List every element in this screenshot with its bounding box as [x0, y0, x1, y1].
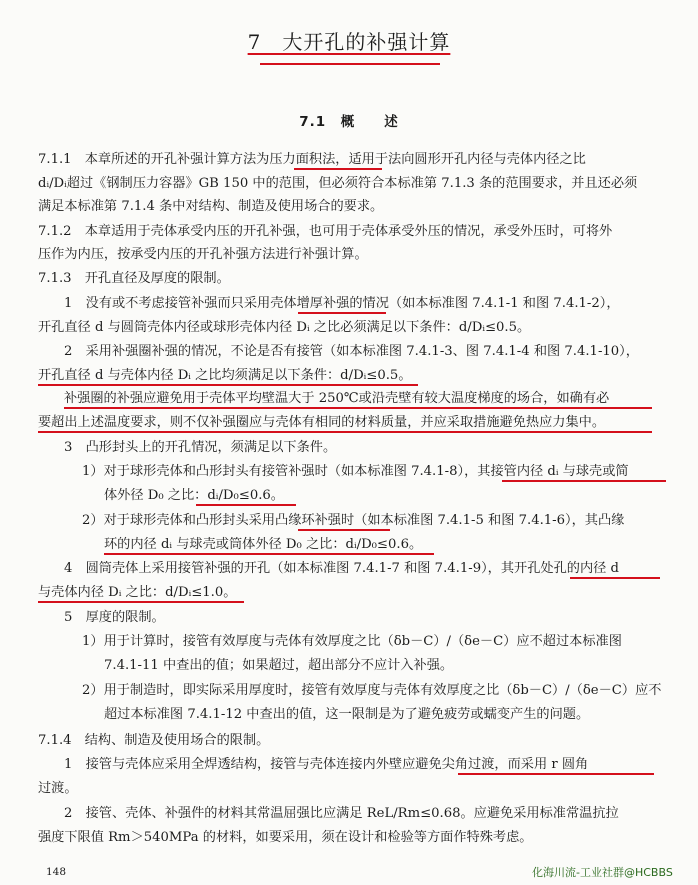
item-3-1-line-2: 体外径 D₀ 之比：dᵢ/D₀≤0.6。: [104, 488, 284, 503]
page-number: 148: [46, 866, 67, 878]
para-711-line-2: dᵢ/Dᵢ超过《钢制压力容器》GB 150 中的范围，但必须符合本标准第 7.1.3 条的范围要求，并且还必须: [38, 176, 638, 191]
item-4-line-2: 与壳体内径 Dᵢ 之比：d/Dᵢ≤1.0。: [38, 585, 237, 600]
item-3-2-line-2: 环的内径 dᵢ 与球壳或筒体外径 D₀ 之比：dᵢ/D₀≤0.6。: [104, 537, 423, 552]
page-title: 7 大开孔的补强计算: [247, 30, 451, 54]
item-714-1-line-1: 1 接管与壳体应采用全焊透结构，接管与壳体连接内外壁应避免尖角过渡，而采用 r 圆角: [64, 757, 589, 772]
para-714-heading: 7.1.4 结构、制造及使用场合的限制。: [38, 733, 270, 748]
item-3-heading: 3 凸形封头上的开孔情况，须满足以下条件。: [64, 440, 337, 455]
item-2-line-1: 2 采用补强圈补强的情况，不论是否有接管（如本标准图 7.4.1-3、图 7.4.1-4 和图 7.4.1-10），: [64, 344, 639, 359]
highlight-underline: [38, 601, 244, 603]
section-heading: 7.1 概 述: [299, 114, 399, 130]
item-714-2-line-1: 2 接管、壳体、补强件的材料其常温屈强比应满足 ReL/Rm≤0.68。应避免采用标准常温抗拉: [64, 806, 619, 821]
highlight-underline: [38, 384, 418, 386]
highlight-underline: [570, 577, 660, 579]
item-714-2-line-2: 强度下限值 Rm＞540MPa 的材料，如要采用，须在设计和检验等方面作特殊考虑。: [38, 830, 533, 845]
highlight-underline: [196, 504, 296, 506]
item-5-1-line-2: 7.4.1-11 中查出的值；如果超过，超出部分不应计入补强。: [104, 658, 454, 673]
highlight-underline: [38, 431, 652, 433]
item-714-1-line-2: 过渡。: [38, 781, 78, 796]
item-2-line-2: 开孔直径 d 与壳体内径 Dᵢ 之比均须满足以下条件：d/Dᵢ≤0.5。: [38, 368, 412, 383]
para-711-line-3: 满足本标准第 7.1.4 条中对结构、制造及使用场合的要求。: [38, 199, 384, 214]
highlight-underline: [458, 773, 654, 775]
item-5-2-line-2: 超过本标准图 7.4.1-12 中查出的值，这一限制是为了避免疲劳或蠕变产生的问题。: [104, 707, 590, 722]
highlight-underline: [64, 407, 652, 409]
item-5-heading: 5 厚度的限制。: [64, 610, 165, 625]
para-712-line-1: 7.1.2 本章适用于壳体承受内压的开孔补强，也可用于壳体承受外压的情况，承受外压时，可将外: [38, 224, 613, 239]
highlight-underline: [298, 529, 390, 531]
highlight-underline: [104, 553, 434, 555]
item-5-2-line-1: 2）用于制造时，即实际采用厚度时，接管有效厚度与壳体有效厚度之比（δb－C）/（δe－C）应不: [82, 683, 662, 698]
item-1-line-2: 开孔直径 d 与圆筒壳体内径或球形壳体内径 Dᵢ 之比必须满足以下条件：d/Dᵢ≤0.5。: [38, 320, 531, 335]
highlight-underline: [294, 168, 382, 170]
title-underline: [260, 63, 440, 65]
item-2-line-3: 补强圈的补强应避免用于壳体平均壁温大于 250℃或沿壳壁有较大温度梯度的场合，如确有必: [64, 391, 610, 406]
highlight-underline: [502, 480, 666, 482]
para-713-heading: 7.1.3 开孔直径及厚度的限制。: [38, 271, 230, 286]
item-2-line-4: 要超出上述温度要求，则不仅补强圈应与壳体有相同的材料质量，并应采取措施避免热应力集中。: [38, 415, 606, 430]
para-711-line-1: 7.1.1 本章所述的开孔补强计算方法为压力面积法，适用于法向圆形开孔内径与壳体内径之比: [38, 152, 586, 167]
item-4-line-1: 4 圆筒壳体上采用接管补强的开孔（如本标准图 7.4.1-7 和图 7.4.1-9），其开孔处孔的内径 d: [64, 561, 619, 576]
para-712-line-2: 压作为内压，按承受内压的开孔补强方法进行补强计算。: [38, 247, 368, 262]
item-3-2-line-1: 2）对于球形壳体和凸形封头采用凸缘环补强时（如本标准图 7.4.1-5 和图 7.4.1-6），其凸缘: [82, 513, 625, 528]
item-3-1-line-1: 1）对于球形壳体和凸形封头有接管补强时（如本标准图 7.4.1-8），其接管内径 dᵢ 与球壳或简: [82, 464, 629, 479]
item-1-line-1: 1 没有或不考虑接管补强而只采用壳体增厚补强的情况（如本标准图 7.4.1-1 和图 7.4.1-2），: [64, 296, 620, 311]
item-5-1-line-1: 1）用于计算时，接管有效厚度与壳体有效厚度之比（δb－C）/（δe－C）应不超过本标准图: [82, 634, 622, 649]
highlight-underline: [298, 312, 386, 314]
watermark: 化海川流-工业社群@HCBBS: [532, 866, 673, 879]
